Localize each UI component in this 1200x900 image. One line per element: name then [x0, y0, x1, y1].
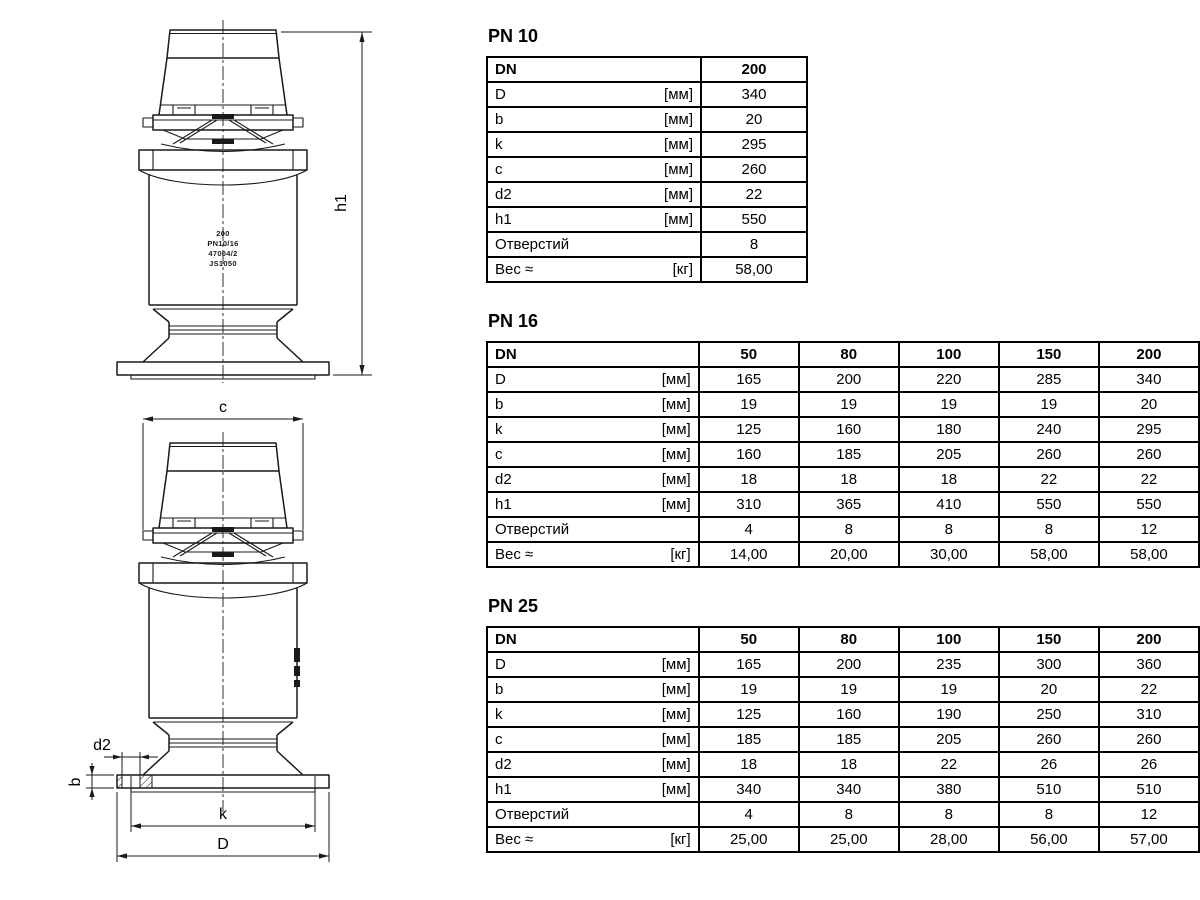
param-label: h1 — [495, 781, 512, 798]
table-title: PN 16 — [488, 311, 539, 331]
value-cell: 550 — [701, 207, 807, 232]
value-cell: 160 — [799, 417, 899, 442]
value-cell: 18 — [799, 752, 899, 777]
table-row — [487, 777, 1199, 802]
param-cell — [487, 702, 699, 727]
value-cell: 340 — [799, 777, 899, 802]
value-cell: 260 — [701, 157, 807, 182]
dim-label-k: k — [219, 806, 227, 823]
value-cell: 4 — [699, 517, 799, 542]
table-row — [487, 367, 1199, 392]
table-row — [487, 157, 807, 182]
param-unit: [мм] — [661, 656, 691, 673]
param-cell — [487, 727, 699, 752]
value-cell: 20 — [1099, 392, 1199, 417]
param-unit: [мм] — [661, 731, 691, 748]
value-cell: 165 — [699, 652, 799, 677]
value-cell: 18 — [799, 467, 899, 492]
param-label: h1 — [495, 211, 512, 228]
param-label: Вес ≈ — [495, 261, 534, 278]
value-cell: 30,00 — [899, 542, 999, 567]
value-cell: 165 — [699, 367, 799, 392]
value-cell: 185 — [699, 727, 799, 752]
value-cell: 19 — [799, 392, 899, 417]
dn-header-cell: 150 — [999, 627, 1099, 652]
param-cell — [487, 752, 699, 777]
param-label: Отверстий — [495, 236, 570, 253]
table-row — [487, 132, 807, 157]
param-label: b — [495, 681, 504, 698]
param-cell — [487, 827, 699, 852]
value-cell: 340 — [1099, 367, 1199, 392]
param-unit: [мм] — [664, 86, 693, 103]
value-cell: 185 — [799, 442, 899, 467]
value-cell: 8 — [701, 232, 807, 257]
dn-header-cell: 200 — [701, 57, 807, 82]
param-label: h1 — [495, 496, 512, 513]
cast-line-1: 200 — [216, 229, 230, 238]
dimension-h1 — [281, 32, 372, 375]
value-cell: 25,00 — [799, 827, 899, 852]
value-cell: 58,00 — [701, 257, 807, 282]
table-row — [487, 652, 1199, 677]
cast-marking — [207, 229, 238, 268]
param-cell — [487, 652, 699, 677]
table-row — [487, 257, 807, 282]
value-cell: 260 — [1099, 442, 1199, 467]
param-cell — [487, 82, 701, 107]
dim-label-c: c — [219, 399, 227, 416]
param-unit: [мм] — [661, 471, 691, 488]
value-cell: 205 — [899, 442, 999, 467]
param-cell — [487, 417, 699, 442]
value-cell: 190 — [899, 702, 999, 727]
dn-header-cell: 50 — [699, 342, 799, 367]
value-cell: 22 — [999, 467, 1099, 492]
dim-label-D: D — [217, 836, 229, 853]
table-title: PN 25 — [488, 596, 539, 616]
value-cell: 410 — [899, 492, 999, 517]
table-row — [487, 207, 807, 232]
param-label: D — [495, 86, 506, 103]
table-row — [487, 542, 1199, 567]
value-cell: 8 — [999, 802, 1099, 827]
param-cell — [487, 157, 701, 182]
param-unit: [кг] — [670, 831, 691, 848]
table-title: PN 10 — [488, 26, 539, 46]
valve-drawings — [0, 0, 480, 900]
front-view-drawing — [117, 20, 372, 383]
spec-tables — [486, 26, 1200, 881]
cast-line-3: 47004/2 — [208, 249, 238, 258]
table-header-row — [487, 57, 807, 82]
param-cell — [487, 232, 701, 257]
param-cell — [487, 467, 699, 492]
value-cell: 20 — [999, 677, 1099, 702]
pn10-spec-table — [486, 56, 808, 283]
cast-line-4: JS1050 — [209, 259, 237, 268]
value-cell: 8 — [899, 517, 999, 542]
value-cell: 125 — [699, 417, 799, 442]
value-cell: 8 — [999, 517, 1099, 542]
param-cell — [487, 442, 699, 467]
value-cell: 12 — [1099, 802, 1199, 827]
value-cell: 18 — [699, 752, 799, 777]
value-cell: 260 — [999, 727, 1099, 752]
table-row — [487, 702, 1199, 727]
table-row — [487, 467, 1199, 492]
dimension-b — [67, 763, 114, 800]
value-cell: 8 — [799, 802, 899, 827]
table-header-row — [487, 627, 1199, 652]
value-cell: 4 — [699, 802, 799, 827]
param-cell — [487, 542, 699, 567]
value-cell: 22 — [701, 182, 807, 207]
table-row — [487, 182, 807, 207]
param-label: c — [495, 161, 503, 178]
value-cell: 12 — [1099, 517, 1199, 542]
value-cell: 310 — [1099, 702, 1199, 727]
table-row — [487, 517, 1199, 542]
param-label: d2 — [495, 471, 512, 488]
flange-section — [117, 775, 152, 788]
param-unit: [мм] — [664, 111, 693, 128]
param-label: k — [495, 421, 503, 438]
table-corner-cell: DN — [487, 627, 699, 652]
value-cell: 235 — [899, 652, 999, 677]
param-label: d2 — [495, 186, 512, 203]
param-label: D — [495, 371, 506, 388]
value-cell: 510 — [999, 777, 1099, 802]
param-unit: [мм] — [661, 496, 691, 513]
param-label: D — [495, 656, 506, 673]
value-cell: 200 — [799, 367, 899, 392]
value-cell: 200 — [799, 652, 899, 677]
param-label: Отверстий — [495, 521, 570, 538]
value-cell: 25,00 — [699, 827, 799, 852]
pn25-spec-table — [486, 626, 1200, 853]
param-cell — [487, 677, 699, 702]
value-cell: 14,00 — [699, 542, 799, 567]
value-cell: 180 — [899, 417, 999, 442]
value-cell: 58,00 — [1099, 542, 1199, 567]
table-row — [487, 442, 1199, 467]
table-row — [487, 802, 1199, 827]
value-cell: 19 — [899, 392, 999, 417]
value-cell: 20,00 — [799, 542, 899, 567]
value-cell: 260 — [999, 442, 1099, 467]
table-row — [487, 232, 807, 257]
param-unit: [мм] — [661, 781, 691, 798]
param-cell — [487, 802, 699, 827]
value-cell: 8 — [799, 517, 899, 542]
param-unit: [мм] — [661, 371, 691, 388]
param-label: b — [495, 396, 504, 413]
value-cell: 56,00 — [999, 827, 1099, 852]
value-cell: 340 — [699, 777, 799, 802]
dn-header-cell: 50 — [699, 627, 799, 652]
dim-label-h1: h1 — [333, 194, 350, 212]
table-corner-cell: DN — [487, 342, 699, 367]
param-unit: [мм] — [664, 186, 693, 203]
value-cell: 22 — [1099, 467, 1199, 492]
value-cell: 160 — [799, 702, 899, 727]
value-cell: 19 — [799, 677, 899, 702]
value-cell: 220 — [899, 367, 999, 392]
param-unit: [мм] — [661, 446, 691, 463]
dn-header-cell: 200 — [1099, 627, 1199, 652]
param-cell — [487, 107, 701, 132]
dn-header-cell: 80 — [799, 342, 899, 367]
value-cell: 310 — [699, 492, 799, 517]
value-cell: 295 — [701, 132, 807, 157]
value-cell: 22 — [899, 752, 999, 777]
pn16-spec-table — [486, 341, 1200, 568]
table-row — [487, 752, 1199, 777]
section-view-drawing — [67, 399, 329, 862]
param-cell — [487, 257, 701, 282]
param-label: k — [495, 136, 503, 153]
value-cell: 550 — [999, 492, 1099, 517]
value-cell: 160 — [699, 442, 799, 467]
cast-marks-side — [294, 648, 300, 687]
value-cell: 510 — [1099, 777, 1199, 802]
param-cell — [487, 182, 701, 207]
value-cell: 360 — [1099, 652, 1199, 677]
value-cell: 205 — [899, 727, 999, 752]
param-unit: [мм] — [661, 706, 691, 723]
dn-header-cell: 150 — [999, 342, 1099, 367]
value-cell: 300 — [999, 652, 1099, 677]
param-unit: [мм] — [664, 211, 693, 228]
value-cell: 125 — [699, 702, 799, 727]
table-row — [487, 417, 1199, 442]
dn-header-cell: 200 — [1099, 342, 1199, 367]
value-cell: 240 — [999, 417, 1099, 442]
value-cell: 365 — [799, 492, 899, 517]
table-row — [487, 827, 1199, 852]
param-cell — [487, 492, 699, 517]
param-cell — [487, 132, 701, 157]
dn-header-cell: 80 — [799, 627, 899, 652]
value-cell: 57,00 — [1099, 827, 1199, 852]
table-row — [487, 392, 1199, 417]
param-label: Отверстий — [495, 806, 570, 823]
param-label: c — [495, 446, 503, 463]
table-row — [487, 677, 1199, 702]
param-unit: [мм] — [661, 756, 691, 773]
value-cell: 185 — [799, 727, 899, 752]
value-cell: 26 — [999, 752, 1099, 777]
cast-line-2: PN10/16 — [207, 239, 239, 248]
dn-header-cell: 100 — [899, 342, 999, 367]
value-cell: 18 — [699, 467, 799, 492]
value-cell: 285 — [999, 367, 1099, 392]
value-cell: 58,00 — [999, 542, 1099, 567]
table-corner-cell: DN — [487, 57, 701, 82]
pn16-table-block — [486, 311, 1200, 568]
param-label: b — [495, 111, 504, 128]
table-header-row — [487, 342, 1199, 367]
value-cell: 26 — [1099, 752, 1199, 777]
param-unit: [мм] — [661, 681, 691, 698]
pn10-table-block — [486, 26, 1200, 283]
table-row — [487, 727, 1199, 752]
value-cell: 20 — [701, 107, 807, 132]
param-cell — [487, 517, 699, 542]
value-cell: 19 — [699, 677, 799, 702]
param-unit: [мм] — [661, 421, 691, 438]
param-label: d2 — [495, 756, 512, 773]
param-unit: [кг] — [670, 546, 691, 563]
value-cell: 19 — [899, 677, 999, 702]
param-label: Вес ≈ — [495, 831, 534, 848]
param-cell — [487, 777, 699, 802]
value-cell: 260 — [1099, 727, 1199, 752]
param-unit: [мм] — [664, 161, 693, 178]
value-cell: 28,00 — [899, 827, 999, 852]
value-cell: 250 — [999, 702, 1099, 727]
param-cell — [487, 392, 699, 417]
param-unit: [кг] — [672, 261, 693, 278]
param-cell — [487, 367, 699, 392]
param-label: k — [495, 706, 503, 723]
table-row — [487, 82, 807, 107]
param-unit: [мм] — [661, 396, 691, 413]
value-cell: 19 — [999, 392, 1099, 417]
param-cell — [487, 207, 701, 232]
table-row — [487, 107, 807, 132]
pn25-table-block — [486, 596, 1200, 853]
value-cell: 18 — [899, 467, 999, 492]
value-cell: 19 — [699, 392, 799, 417]
table-row — [487, 492, 1199, 517]
value-cell: 340 — [701, 82, 807, 107]
dn-header-cell: 100 — [899, 627, 999, 652]
value-cell: 22 — [1099, 677, 1199, 702]
value-cell: 8 — [899, 802, 999, 827]
param-unit: [мм] — [664, 136, 693, 153]
param-label: c — [495, 731, 503, 748]
param-label: Вес ≈ — [495, 546, 534, 563]
dim-label-d2: d2 — [93, 737, 111, 754]
value-cell: 550 — [1099, 492, 1199, 517]
value-cell: 380 — [899, 777, 999, 802]
value-cell: 295 — [1099, 417, 1199, 442]
dim-label-b: b — [67, 777, 84, 787]
